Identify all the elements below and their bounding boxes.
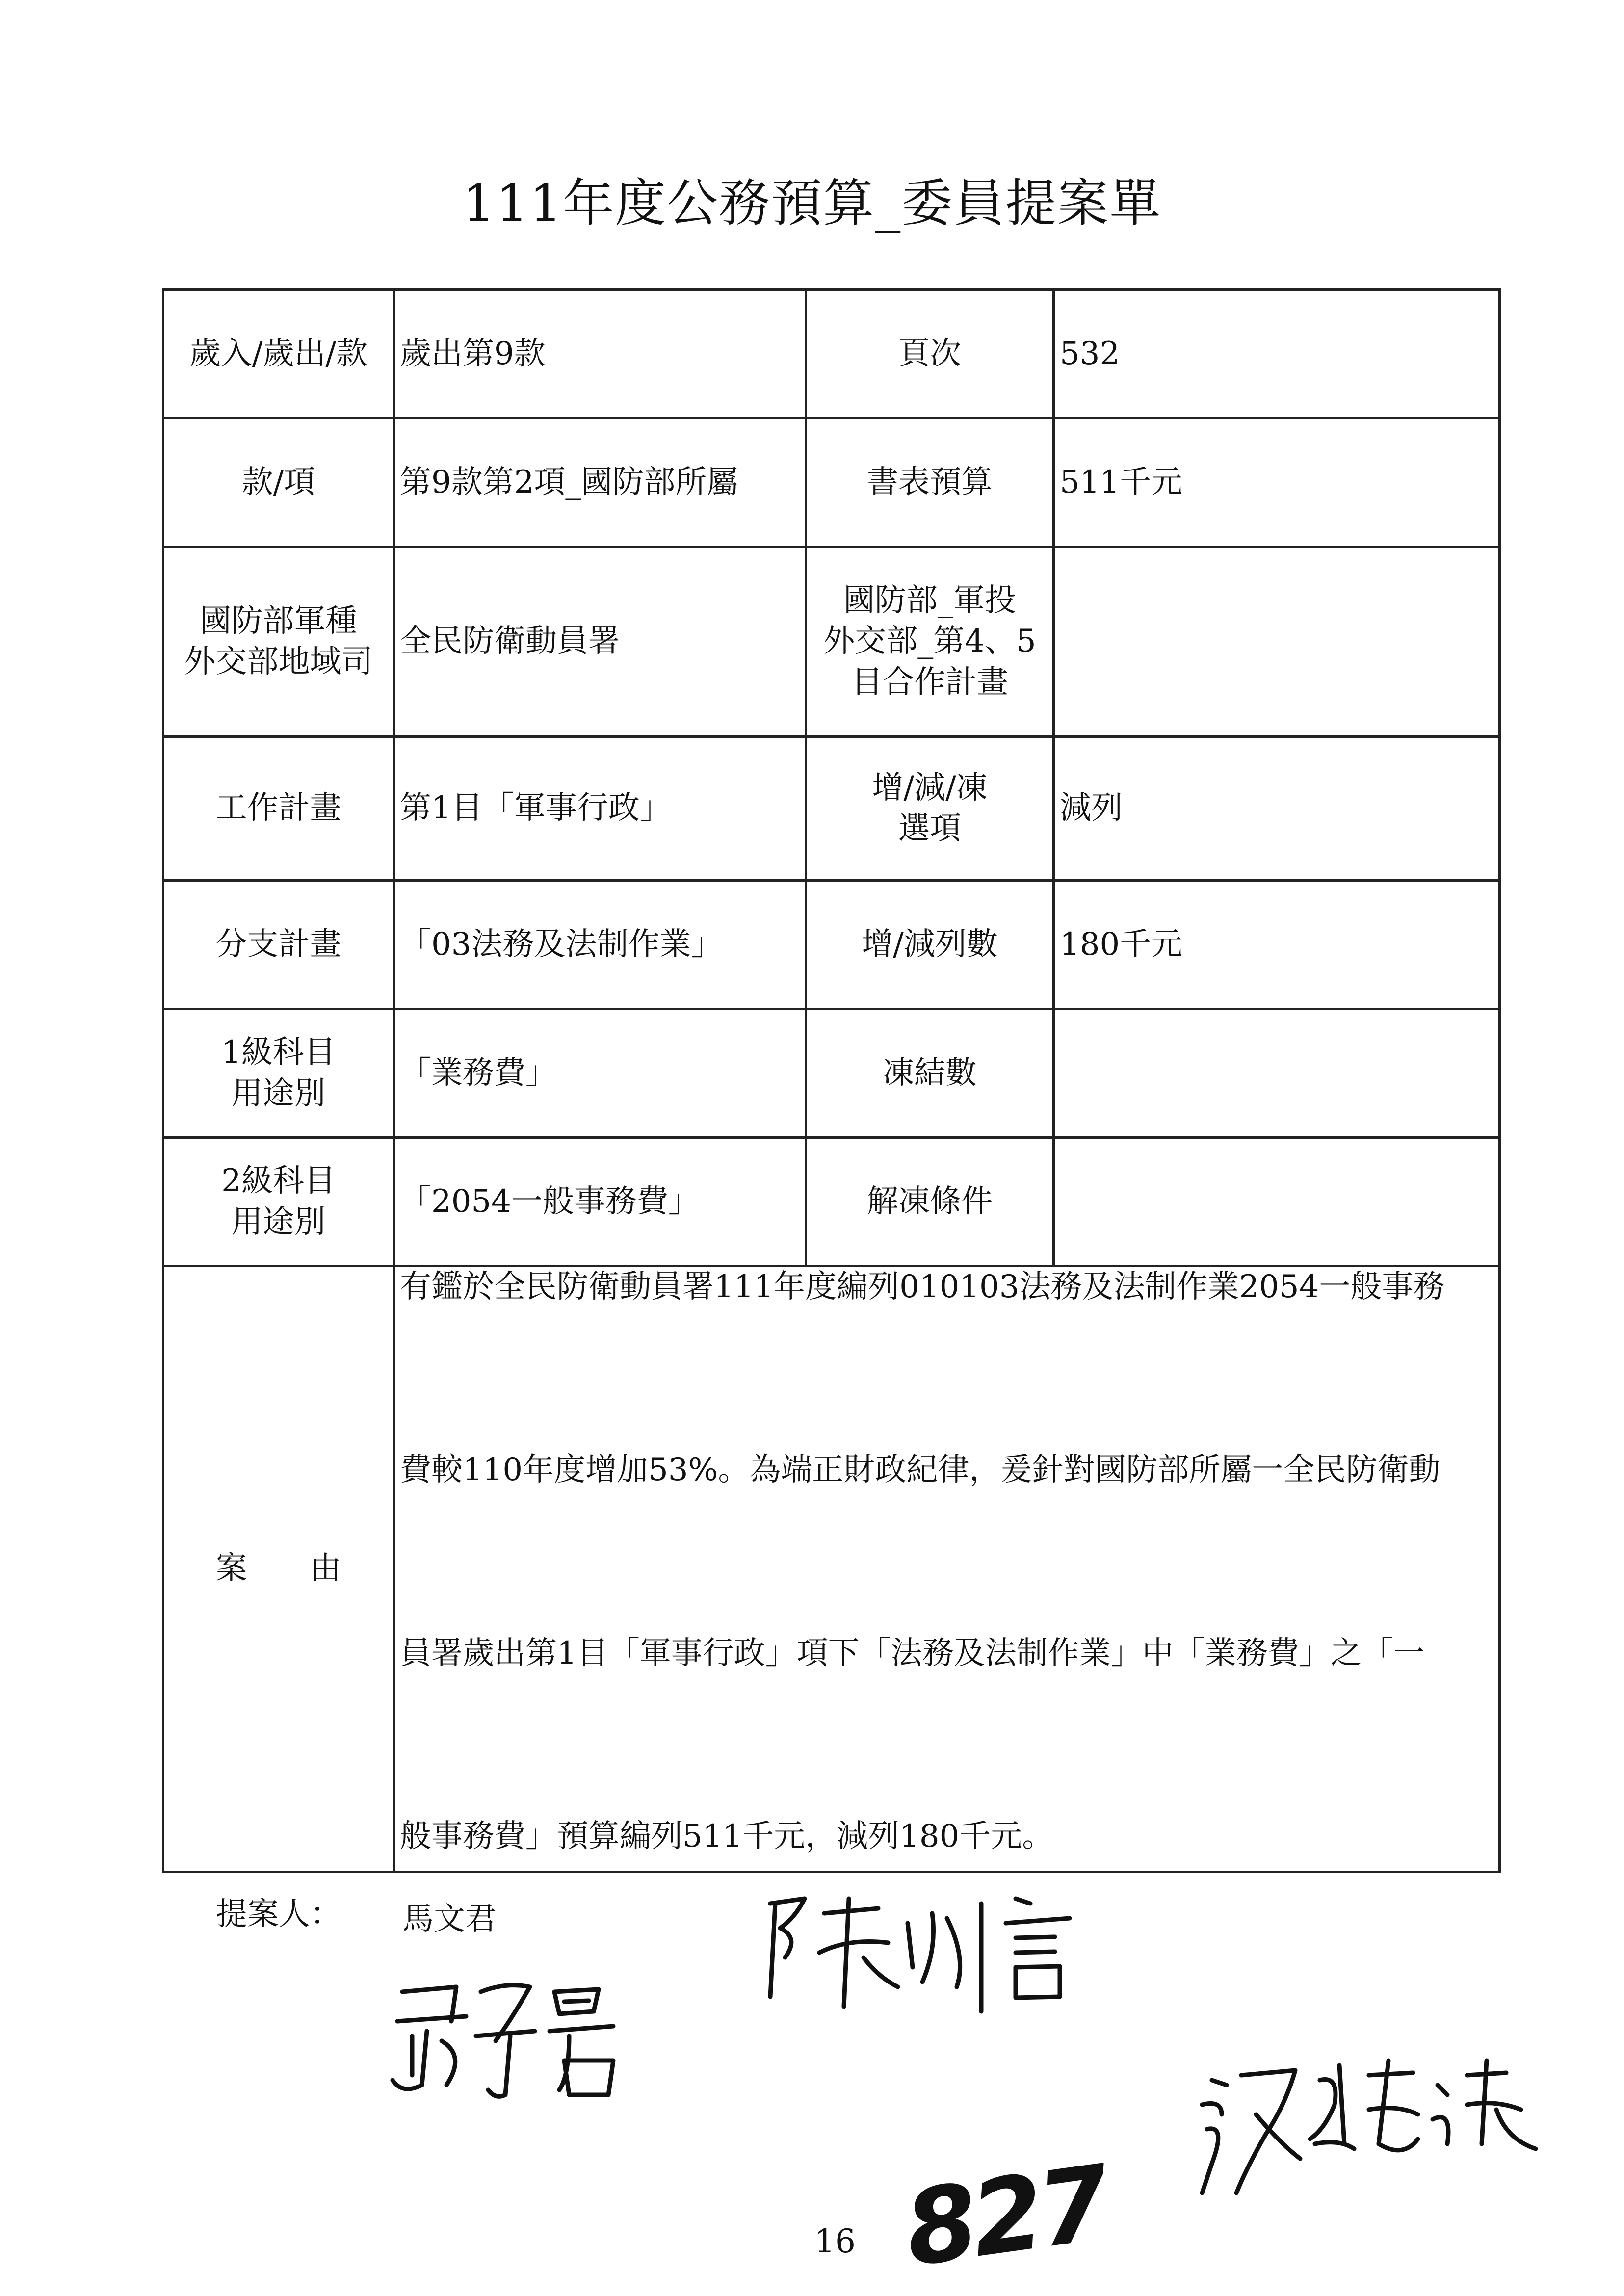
field-label: 分支計畫 [163,881,394,1009]
signature-2 [751,1884,1094,2021]
field-value: 「2054一般事務費」 [394,1138,806,1266]
field-label-line: 用途別 [231,1075,326,1112]
field-label-line: 選項 [898,810,961,847]
field-label-line: 目合作計畫 [851,664,1008,701]
field-label [806,547,1054,737]
table-row [163,1009,1500,1138]
field-label: 款/項 [163,418,394,547]
field-label [163,1009,394,1138]
field-label: 解凍條件 [806,1138,1054,1266]
table-row [163,737,1500,881]
field-label [163,1138,394,1266]
field-value [1054,1009,1500,1138]
field-label: 歲入/歲出/款 [163,290,394,418]
signature-3 [1192,2046,1555,2208]
field-value: 「業務費」 [394,1009,806,1138]
form-title: 111年度公務預算_委員提案單 [462,173,1162,233]
handwritten-number: 827 [897,2142,1113,2290]
field-value: 「03法務及法制作業」 [394,881,806,1009]
reason-line: 般事務費」預算編列511千元，減列180千元。 [400,1818,1054,1854]
field-value [1054,1138,1500,1266]
reason-label: 案 由 [163,1266,394,1872]
reason-row [163,1266,1500,1872]
field-label-line: 2級科目 [221,1163,336,1200]
table-row [163,547,1500,737]
field-label: 增/減列數 [806,881,1054,1009]
field-label-line: 增/減/凍 [872,769,988,806]
proposer-name: 馬文君 [402,1901,497,1937]
reason-line: 有鑑於全民防衛動員署111年度編列010103法務及法制作業2054一般事務 [400,1269,1445,1305]
field-label-line: 用途別 [231,1203,326,1240]
field-label: 頁次 [806,290,1054,418]
reason-text [394,1266,1500,1872]
field-label-line: 外交部_第4、5 [823,623,1036,660]
field-value: 第1目「軍事行政」 [394,737,806,881]
proposal-form-table [162,288,1501,1873]
field-label [806,737,1054,881]
field-value [1054,547,1500,737]
field-value: 第9款第2項_國防部所屬 [394,418,806,547]
field-value: 減列 [1054,737,1500,881]
reason-line: 員署歲出第1目「軍事行政」項下「法務及法制作業」中「業務費」之「一 [400,1635,1425,1671]
table-row [163,418,1500,547]
table-row [163,290,1500,418]
proposer-label: 提案人： [216,1896,341,1932]
field-label: 凍結數 [806,1009,1054,1138]
signature-1 [383,1962,657,2110]
table-row [163,1138,1500,1266]
field-value: 全民防衛動員署 [394,547,806,737]
table-row [163,881,1500,1009]
field-label-line: 外交部地域司 [184,644,373,680]
field-label-line: 1級科目 [221,1034,336,1071]
field-value: 532 [1054,290,1500,418]
field-label-line: 國防部軍種 [200,602,357,639]
reason-line: 費較110年度增加53%。為端正財政紀律，爰針對國防部所屬一全民防衛動 [400,1452,1441,1488]
field-value: 歲出第9款 [394,290,806,418]
field-label-line: 國防部_軍投 [843,582,1016,619]
field-label: 工作計畫 [163,737,394,881]
field-label [163,547,394,737]
field-label: 書表預算 [806,418,1054,547]
field-value: 180千元 [1054,881,1500,1009]
page-number: 16 [814,2222,856,2260]
field-value: 511千元 [1054,418,1500,547]
